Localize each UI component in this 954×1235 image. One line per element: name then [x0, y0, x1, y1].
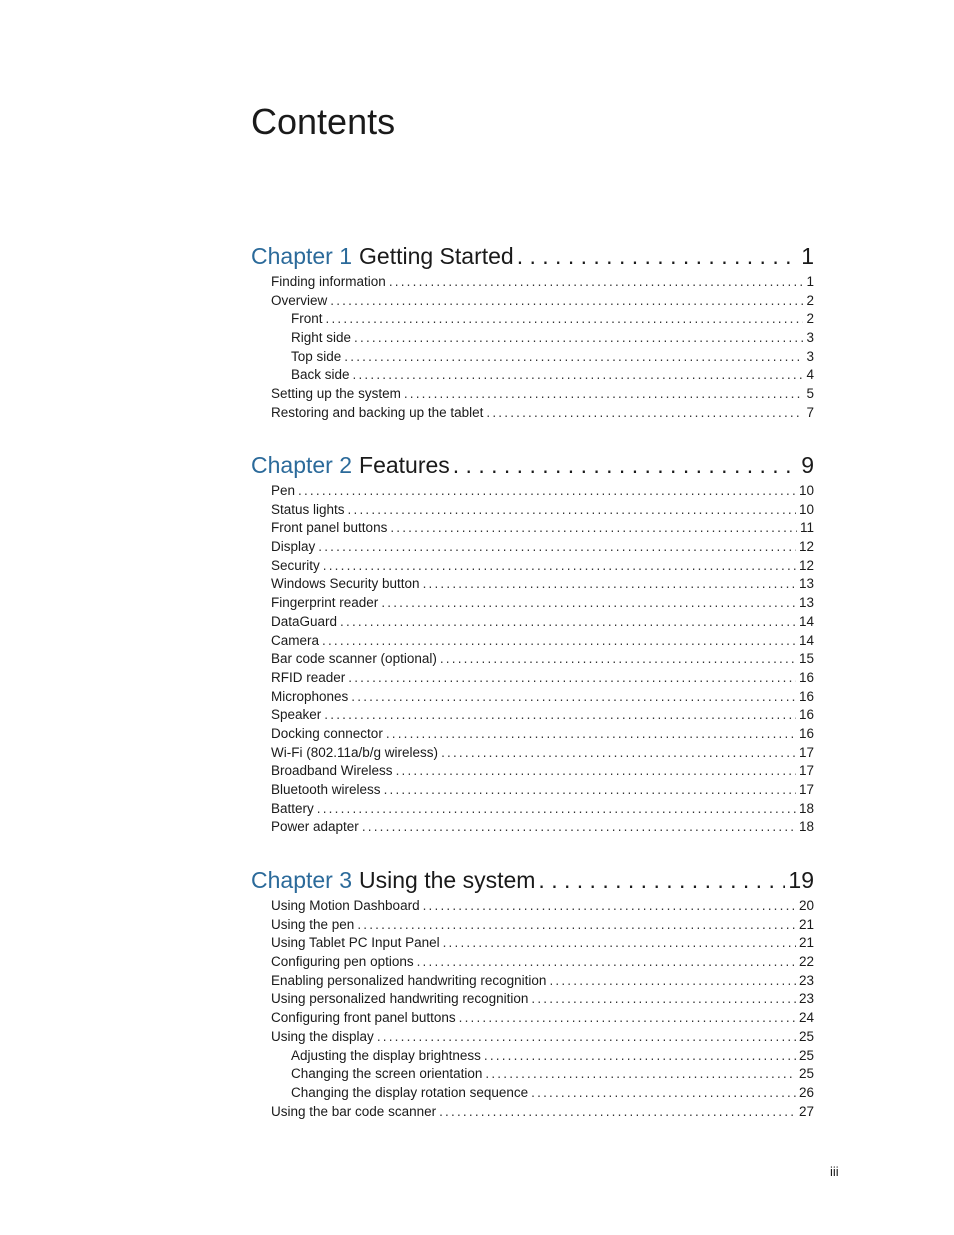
toc-entry-label: Bar code scanner (optional): [271, 651, 437, 667]
toc-entry-page: 13: [798, 595, 814, 611]
toc-entry-page: 11: [799, 520, 814, 536]
toc-entry[interactable]: [251, 1028, 814, 1047]
chapter-entries: [251, 482, 814, 837]
chapter-page-number: 9: [801, 452, 814, 478]
dot-leader: [396, 762, 796, 781]
toc-entry-label: Finding information: [271, 274, 386, 289]
chapter-3-section: [251, 866, 814, 1121]
chapter-number: Chapter 3: [251, 867, 353, 893]
toc-entry-page: 16: [798, 669, 814, 685]
toc-entry-label: Changing the display rotation sequence: [291, 1084, 529, 1100]
dot-leader: [439, 1103, 796, 1122]
dot-leader: [423, 897, 796, 916]
chapter-number: Chapter 1: [251, 243, 353, 269]
dot-leader: [549, 972, 796, 991]
toc-entry-page: 4: [806, 367, 814, 383]
dot-leader: [459, 1009, 796, 1028]
toc-entry-page: 22: [798, 954, 814, 970]
toc-entry[interactable]: [251, 800, 814, 819]
toc-entry-page: 24: [798, 1010, 814, 1026]
toc-entry-page: 1: [806, 274, 814, 289]
toc-entry[interactable]: [251, 292, 814, 311]
chapter-2-section: [251, 451, 814, 837]
toc-entry-page: 2: [806, 311, 814, 327]
toc-entry[interactable]: [251, 781, 814, 800]
dot-leader: [441, 744, 796, 763]
toc-entry-label: Using the display: [271, 1028, 374, 1044]
dot-leader: [485, 1065, 796, 1084]
toc-entry-label: Configuring pen options: [271, 954, 414, 970]
toc-entry-label: Using Tablet PC Input Panel: [271, 935, 440, 951]
toc-entry[interactable]: [251, 897, 814, 916]
chapter-heading[interactable]: [251, 242, 814, 270]
page-title: Contents: [251, 101, 396, 142]
toc-entry-label: Adjusting the display brightness: [291, 1047, 481, 1063]
toc-entry[interactable]: [251, 762, 814, 781]
toc-entry[interactable]: [251, 329, 814, 348]
toc-entry-page: 13: [798, 576, 814, 592]
chapter-entries: [251, 897, 814, 1121]
toc-entry-label: Right side: [291, 330, 352, 346]
dot-leader: [330, 292, 803, 311]
toc-entry-label: Pen: [271, 483, 296, 498]
chapter-heading[interactable]: [251, 866, 814, 894]
dot-leader: [389, 273, 804, 292]
toc-entry-page: 14: [798, 613, 814, 629]
toc-entry[interactable]: [251, 706, 814, 725]
toc-entry-label: Bluetooth wireless: [271, 782, 381, 797]
toc-entry-page: 16: [798, 725, 814, 741]
dot-leader: [353, 366, 804, 385]
chapter-number: Chapter 2: [251, 452, 353, 478]
toc-entry-label: Overview: [271, 292, 328, 308]
toc-entry[interactable]: [251, 632, 814, 651]
dot-leader: [404, 385, 804, 404]
toc-entry[interactable]: [251, 953, 814, 972]
chapter-heading[interactable]: [251, 451, 814, 479]
toc-entry[interactable]: [251, 972, 814, 991]
dot-leader: [348, 669, 796, 688]
dot-leader: [326, 310, 804, 329]
dot-leader: [324, 706, 796, 725]
toc-entry-page: 7: [806, 404, 814, 420]
dot-leader: [351, 688, 796, 707]
toc-entry-page: 26: [798, 1084, 814, 1100]
toc-entry[interactable]: [251, 1065, 814, 1084]
dot-leader: [386, 725, 796, 744]
toc-entry[interactable]: [251, 1084, 814, 1103]
chapter-title: Features: [359, 452, 450, 478]
dot-leader: [531, 990, 796, 1009]
toc-entry-label: Display: [271, 539, 316, 555]
toc-entry-label: Security: [271, 557, 320, 573]
toc-entry-page: 17: [798, 763, 814, 779]
toc-entry-page: 5: [806, 386, 814, 402]
toc-entry-label: Speaker: [271, 707, 322, 723]
toc-entry[interactable]: [251, 482, 814, 501]
toc-entry-label: RFID reader: [271, 669, 346, 685]
toc-entry-page: 17: [798, 782, 814, 797]
toc-entry[interactable]: [251, 1047, 814, 1066]
toc-entry[interactable]: [251, 650, 814, 669]
toc-entry[interactable]: [251, 669, 814, 688]
toc-entry-page: 23: [798, 972, 814, 988]
dot-leader: [453, 451, 798, 479]
toc-entry-label: Using personalized handwriting recognition: [271, 991, 529, 1007]
dot-leader: [362, 818, 796, 837]
toc-entry-label: Microphones: [271, 688, 349, 704]
dot-leader: [443, 934, 796, 953]
toc-entry-page: 25: [798, 1047, 814, 1063]
toc-entry[interactable]: [251, 501, 814, 520]
toc-entry-label: Status lights: [271, 501, 345, 517]
toc-entry-page: 12: [798, 539, 814, 555]
toc-entry-page: 3: [806, 348, 814, 364]
toc-entry-page: 21: [798, 935, 814, 951]
dot-leader: [440, 650, 796, 669]
chapter-title: Using the system: [359, 867, 536, 893]
toc-entry-page: 15: [798, 651, 814, 667]
toc-entry-page: 18: [798, 800, 814, 816]
toc-entry-page: 18: [798, 819, 814, 835]
toc-entry[interactable]: [251, 934, 814, 953]
toc-entry[interactable]: [251, 366, 814, 385]
dot-leader: [354, 329, 803, 348]
dot-leader: [377, 1028, 796, 1047]
toc-entry[interactable]: [251, 385, 814, 404]
toc-entry[interactable]: [251, 613, 814, 632]
toc-entry-page: 27: [798, 1103, 814, 1119]
toc-entry[interactable]: [251, 1009, 814, 1028]
toc-entry-label: Power adapter: [271, 819, 359, 835]
toc-entry-label: Front: [291, 311, 323, 327]
dot-leader: [340, 613, 796, 632]
toc-entry-label: Docking connector: [271, 725, 383, 741]
toc-entry-label: Setting up the system: [271, 386, 401, 402]
dot-leader: [484, 1047, 796, 1066]
chapter-entries: [251, 273, 814, 423]
dot-leader: [317, 800, 796, 819]
dot-leader: [486, 404, 803, 423]
toc-entry[interactable]: [251, 404, 814, 423]
toc-entry-page: 3: [806, 330, 814, 346]
dot-leader: [390, 519, 797, 538]
dot-leader: [531, 1084, 796, 1103]
dot-leader: [538, 866, 785, 894]
chapter-title: Getting Started: [359, 243, 514, 269]
toc-entry-label: Windows Security button: [271, 576, 420, 592]
toc-entry-page: 2: [806, 292, 814, 308]
toc-entry-label: Changing the screen orientation: [291, 1066, 483, 1082]
dot-leader: [423, 575, 796, 594]
chapter-page-number: 19: [788, 867, 814, 893]
dot-leader: [323, 557, 796, 576]
toc-entry-page: 20: [798, 898, 814, 913]
dot-leader: [344, 348, 803, 367]
toc-entry-label: Fingerprint reader: [271, 595, 379, 611]
toc-entry[interactable]: [251, 273, 814, 292]
toc-entry[interactable]: [251, 744, 814, 763]
toc-entry-page: 16: [798, 707, 814, 723]
toc-entry-page: 25: [798, 1066, 814, 1082]
dot-leader: [517, 242, 798, 270]
toc-entry-label: Front panel buttons: [271, 520, 388, 536]
toc-entry-label: Camera: [271, 632, 320, 648]
toc-entry[interactable]: [251, 575, 814, 594]
dot-leader: [357, 916, 796, 935]
toc-entry-page: 23: [798, 991, 814, 1007]
toc-entry[interactable]: [251, 1103, 814, 1122]
toc-entry-label: Configuring front panel buttons: [271, 1010, 456, 1026]
toc-entry-label: Top side: [291, 348, 342, 364]
chapter-page-number: 1: [801, 243, 814, 269]
dot-leader: [348, 501, 796, 520]
toc-entry[interactable]: [251, 725, 814, 744]
toc-entry-label: Broadband Wireless: [271, 763, 393, 779]
toc-entry-page: 12: [798, 557, 814, 573]
toc-entry-label: Using the bar code scanner: [271, 1103, 437, 1119]
dot-leader: [298, 482, 796, 501]
toc-entry-page: 21: [798, 916, 814, 932]
toc-entry-label: Using Motion Dashboard: [271, 898, 420, 913]
footer-page-number: iii: [830, 1164, 839, 1179]
toc-entry-page: 25: [798, 1028, 814, 1044]
dot-leader: [318, 538, 796, 557]
toc-entry[interactable]: [251, 594, 814, 613]
toc-entry-label: Enabling personalized handwriting recognition: [271, 972, 547, 988]
toc-entry-label: Battery: [271, 800, 314, 816]
toc-entry[interactable]: [251, 688, 814, 707]
toc-entry-page: 17: [798, 744, 814, 760]
toc-entry[interactable]: [251, 538, 814, 557]
toc-entry[interactable]: [251, 348, 814, 367]
toc-entry-page: 16: [798, 688, 814, 704]
toc-entry-label: Restoring and backing up the tablet: [271, 404, 484, 420]
toc-entry[interactable]: [251, 310, 814, 329]
dot-leader: [322, 632, 796, 651]
dot-leader: [381, 594, 796, 613]
toc-entry-page: 14: [798, 632, 814, 648]
toc-entry[interactable]: [251, 519, 814, 538]
toc-entry[interactable]: [251, 916, 814, 935]
dot-leader: [384, 781, 796, 800]
toc-entry[interactable]: [251, 557, 814, 576]
dot-leader: [417, 953, 796, 972]
toc-entry-label: DataGuard: [271, 613, 338, 629]
toc-entry-label: Wi-Fi (802.11a/b/g wireless): [271, 744, 439, 760]
toc-entry-page: 10: [798, 501, 814, 517]
toc-entry-page: 10: [798, 483, 814, 498]
toc-entry-label: Using the pen: [271, 916, 355, 932]
toc-entry[interactable]: [251, 818, 814, 837]
toc-entry[interactable]: [251, 990, 814, 1009]
chapter-1-section: [251, 242, 814, 423]
toc-entry-label: Back side: [291, 367, 350, 383]
